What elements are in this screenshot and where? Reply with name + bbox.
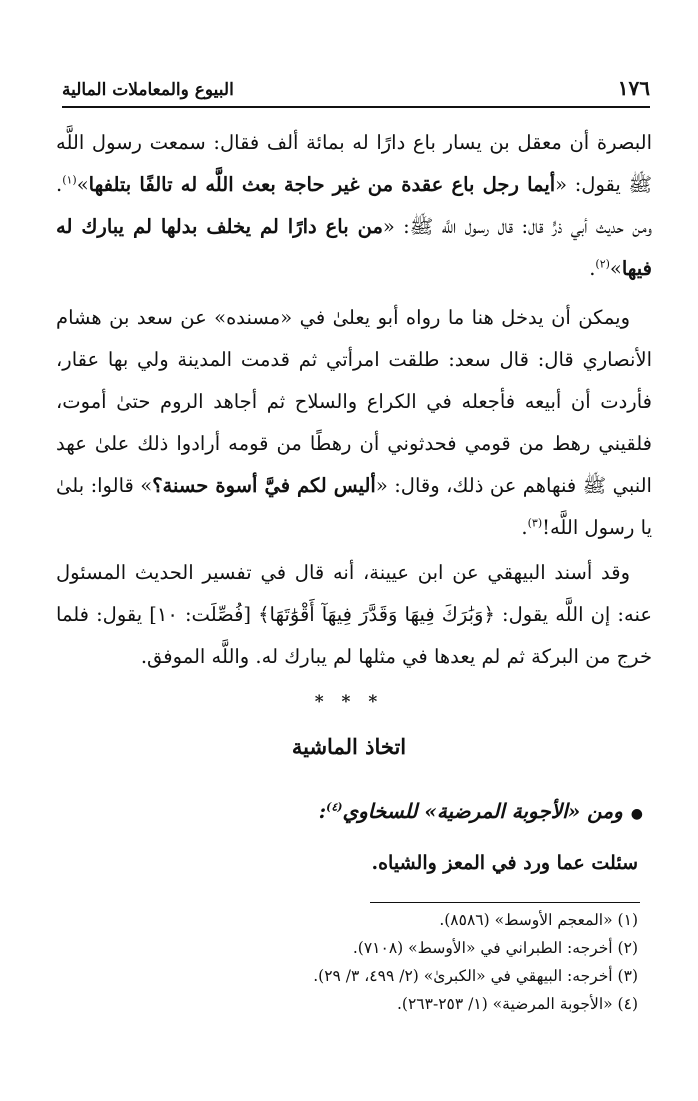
footnote-2 bbox=[78, 934, 638, 962]
paragraph-text: ﴾ [فُصِّلَت: ١٠] يقول: فلما خرج من البركة ثم لم يعدها في مثلها لم يبارك له. واللَّه الموفق. bbox=[56, 603, 652, 668]
paragraph-1 bbox=[56, 122, 652, 290]
footnote-text: أخرجه: البيهقي في «الكبرىٰ» (٢/ ٤٩٩، ٣/ ٢٩). bbox=[313, 967, 613, 985]
paragraph-text: ويمكن أن يدخل هنا ما رواه أبو يعلىٰ في «مسنده» عن سعد بن هشام الأنصاري قال: قال سعد: طلقت امرأتي ثم قدمت المدينة ولي بها عقار، فأردت أن أبيعه فأجعله في الكراع والسلاح ثم أجاهد الروم حتىٰ أموت، فلقيني رهط من قومي فحدثوني أن رهطًا من قومه أرادوا ذلك علىٰ عهد النبي ﷺ فنهاهم عن ذلك، وقال: « bbox=[56, 306, 652, 497]
page-number: ١٧٦ bbox=[617, 76, 650, 100]
footnotes bbox=[78, 906, 638, 1018]
section-separator: * * * bbox=[314, 692, 384, 712]
hadith-text: من باع دارًا لم يخلف بدلها لم يبارك له فيها bbox=[56, 215, 652, 280]
footnote-text: أخرجه: الطبراني في «الأوسط» (٧١٠٨). bbox=[352, 939, 613, 957]
footnote-rule bbox=[370, 902, 640, 903]
paragraph-3 bbox=[56, 552, 652, 678]
paragraph-text: » bbox=[609, 257, 622, 280]
footnote-number: (٢) bbox=[617, 939, 638, 957]
footnote-text: «الأجوبة المرضية» (١/ ٢٥٣-٢٦٣). bbox=[397, 995, 613, 1013]
footnote-number: (٣) bbox=[617, 967, 638, 985]
footnote-ref: (٢) bbox=[595, 257, 610, 271]
paragraph-text: . ومن حديث أبي ذرٍّ قال: قال رسول اللَّه ﷺ: « bbox=[56, 173, 652, 238]
hadith-text: أليس لكم فيَّ أسوة حسنة؟ bbox=[152, 474, 376, 497]
paragraph-text: » bbox=[76, 173, 89, 196]
bullet-icon: ● bbox=[630, 806, 643, 822]
paragraph-text: البصرة أن معقل بن يسار باع دارًا له بمائة ألف فقال: سمعت رسول اللَّه ﷺ يقول: « bbox=[56, 131, 652, 196]
paragraph-text: وقد أسند البيهقي عن ابن عيينة، أنه قال في تفسير الحديث المسئول عنه: إن اللَّه يقول: ﴿ bbox=[56, 561, 652, 626]
quran-verse: وَبَٰرَكَ فِيهَا وَقَدَّرَ فِيهَآ أَقْوَٰتَهَا bbox=[269, 603, 484, 626]
footnote-1 bbox=[78, 906, 638, 934]
paragraph-text: » قالوا: بلىٰ يا رسول اللَّه! bbox=[56, 474, 652, 539]
footnote-number: (٤) bbox=[617, 995, 638, 1013]
footnote-4 bbox=[78, 990, 638, 1018]
footnote-number: (١) bbox=[617, 911, 638, 929]
footnote-text: «المعجم الأوسط» (٨٥٨٦). bbox=[439, 911, 613, 929]
footnote-ref: (٤) bbox=[326, 800, 343, 814]
footnote-ref: (٣) bbox=[527, 516, 543, 530]
question-text: سئلت عما ورد في المعز والشياه. bbox=[371, 852, 638, 874]
hadith-text: أيما رجل باع عقدة من غير حاجة بعث اللَّه له تالفًا بتلفها bbox=[88, 173, 556, 196]
source-colon: : bbox=[318, 799, 327, 823]
source-text: ومن «الأجوبة المرضية» للسخاوي bbox=[342, 799, 623, 823]
paragraph-text: . bbox=[589, 257, 596, 280]
footnote-ref: (١) bbox=[62, 173, 77, 187]
section-title: اتخاذ الماشية bbox=[291, 734, 407, 759]
running-title: البيوع والمعاملات المالية bbox=[62, 80, 234, 100]
source-line bbox=[319, 799, 643, 823]
paragraph-2 bbox=[56, 297, 652, 549]
header-rule bbox=[62, 106, 650, 108]
footnote-3 bbox=[78, 962, 638, 990]
paragraph-text: . bbox=[521, 516, 528, 539]
page-header bbox=[62, 68, 650, 100]
